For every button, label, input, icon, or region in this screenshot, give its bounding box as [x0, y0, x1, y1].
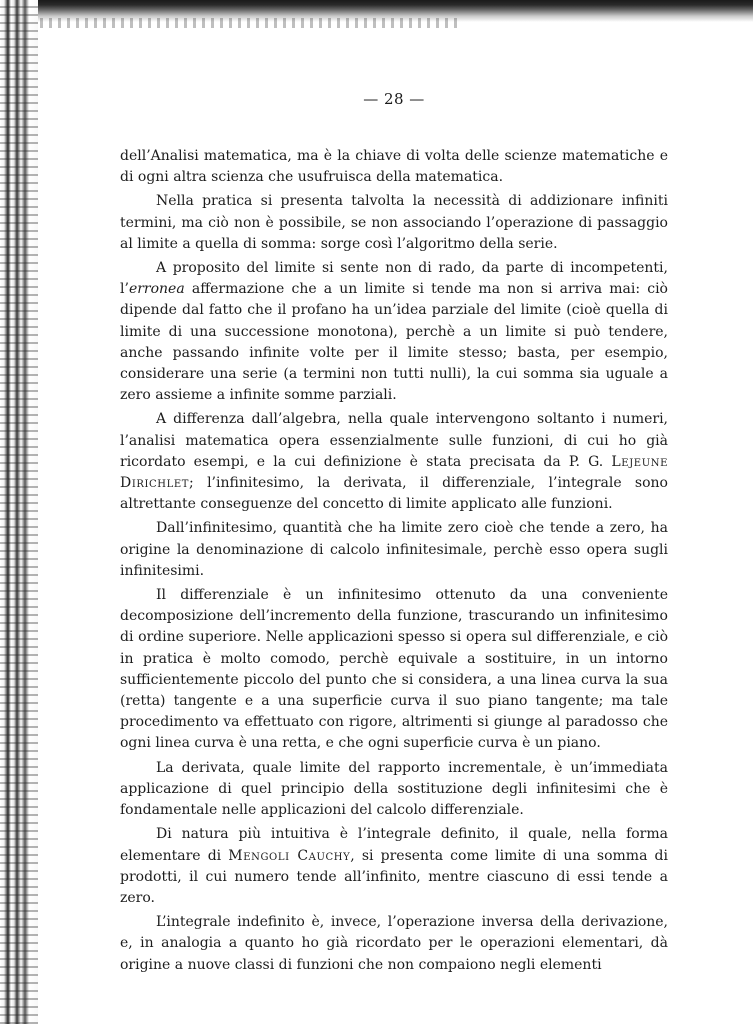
paragraph-8-after: , si presenta come limite di una somma di prodotti, il cui numero tende all’infinito, mentre ciascuno di essi tende a zero.	[120, 847, 668, 906]
paragraph-9: L’integrale indefinito è, invece, l’operazione inversa della derivazione, e, in analogia a quanto ho già ricordato per le operazioni elementari, dà origine a nuove classi di funzioni che non compaiono negli elementi	[120, 914, 668, 973]
scan-binding-edge	[0, 0, 38, 1024]
term-erronea: erronea	[128, 281, 185, 298]
paragraph-3	[120, 258, 668, 406]
paragraph-7: La derivata, quale limite del rapporto incrementale, è un’immediata applicazione di quel principio della sostituzione degli infinitesimi che è fondamentale nelle applicazioni del calcolo differenziale.	[120, 759, 668, 819]
paragraph-6: Il differenziale è un infinitesimo ottenuto da una conveniente decomposizione dell’incremento della funzione, trascurando un infinitesimo di ordine superiore. Nelle applicazioni spesso si opera sul differenziale, e ciò in pratica è molto comodo, perchè equivale a sostituire, in un intorno sufficientemente piccolo del punto che si considera, a una linea curva la sua (retta) tangente e a una superficie curva il suo piano tangente; ma tale procedimento va effettuato con rigore, altrimenti si giunge al paradosso che ogni linea curva è una retta, e che ogni superficie curva è un piano.	[120, 587, 668, 752]
paragraph-4-before: A differenza dall’algebra, nella quale intervengono soltanto i numeri, l’analisi matematica opera essenzialmente sulle funzioni, di cui ho già ricordato esempi, e la cui definizione è stata precisata da P. G.	[120, 411, 668, 470]
paragraph-4-after: ; l’infinitesimo, la derivata, il differenziale, l’integrale sono altrettante conseguenze del concetto di limite applicato alle funzioni.	[120, 475, 668, 513]
scan-top-tear	[40, 18, 460, 28]
paragraph-5: Dall’infinitesimo, quantità che ha limite zero cioè che tende a zero, ha origine la denominazione di calcolo infinitesimale, perchè esso opera sugli infinitesimi.	[120, 520, 668, 579]
book-page	[120, 90, 668, 979]
paragraph-2: Nella pratica si presenta talvolta la necessità di addizionare infiniti termini, ma ciò non è possibile, se non associando l’operazione di passaggio al limite a quella di somma: sorge così l’algoritmo della serie.	[120, 193, 668, 252]
paragraph-8	[120, 824, 668, 909]
paragraph-8-before: Di natura più intuitiva è l’integrale definito, il quale, nella forma elementare di	[120, 826, 668, 864]
paragraph-3-before: A proposito del limite si sente non di rado, da parte di incompetenti, l’	[120, 260, 668, 298]
paragraph-3-after: affermazione che a un limite si tende ma non si arriva mai: ciò dipende dal fatto che il profano ha un’idea parziale del limite (cioè quella di limite di una successione monotona), perchè a un limite si può tendere, anche passando infinite volte per il limite stesso; basta, per esempio, considerare una serie (a termini non tutti nulli), la cui somma sia uguale a zero assieme a infinite somme parziali.	[120, 281, 668, 404]
author-mengoli-cauchy: Mengoli Cauchy	[228, 847, 351, 864]
paragraph-4	[120, 409, 668, 515]
author-lejeune-dirichlet: Lejeune Dirichlet	[120, 453, 668, 492]
page-number: — 28 —	[363, 90, 425, 108]
paragraph-1: dell’Analisi matematica, ma è la chiave di volta delle scienze matematiche e di ogni altra scienza che usufruisca della matematica.	[120, 148, 668, 186]
